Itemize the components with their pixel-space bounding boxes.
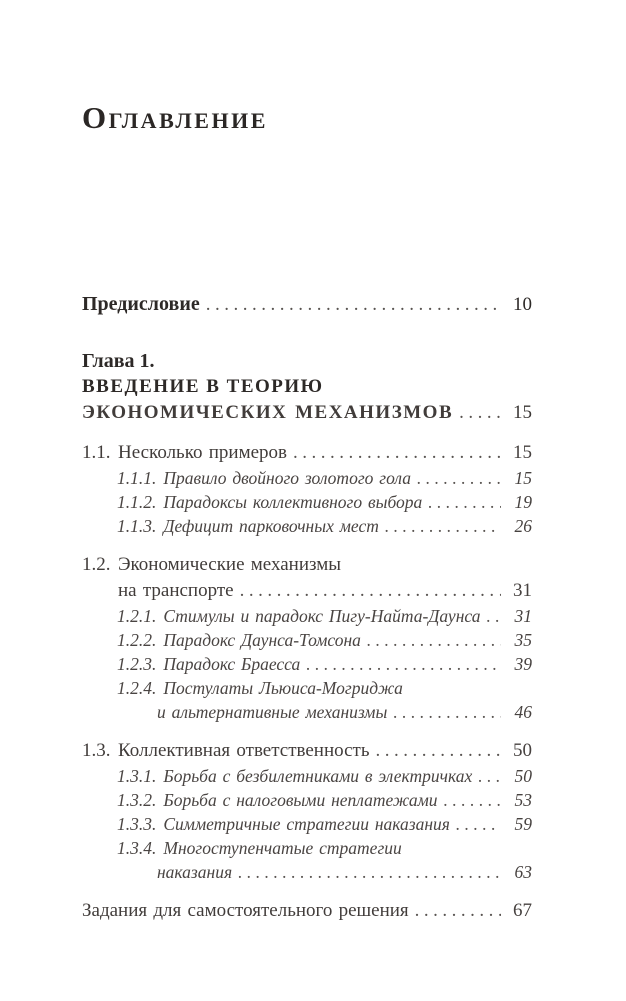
dot-leader: [393, 700, 501, 724]
dot-leader: [240, 578, 501, 604]
entry-number: 1.1.3.: [117, 516, 157, 536]
page-number: 50: [513, 740, 532, 761]
page-number: 31: [514, 606, 532, 626]
page-number: 50: [514, 766, 532, 786]
chapter-title-line-2-row: [82, 400, 532, 426]
entry-label: Несколько примеров: [118, 442, 288, 463]
entry-label: Парадокс Браесса: [163, 654, 301, 674]
page-number: 35: [514, 630, 532, 650]
dot-leader: [415, 898, 501, 924]
entry-number: 1.3.4.: [117, 838, 157, 858]
toc-section-1-1: [82, 440, 532, 538]
toc-entry-1-1-1: [82, 466, 532, 490]
toc-entry-1-1-3: [82, 514, 532, 538]
toc-entry-preface: [82, 291, 532, 318]
toc-entry-1-2-1: [82, 604, 532, 628]
dot-leader: [417, 466, 501, 490]
dot-leader: [238, 860, 501, 884]
entry-number: 1.2.4.: [117, 678, 157, 698]
toc-entry-1-3-2: [82, 788, 532, 812]
entry-number: 1.3.1.: [117, 766, 157, 786]
toc-entry-1-1-2: [82, 490, 532, 514]
dot-leader: [376, 738, 501, 764]
entry-label-line-2: и альтернативные механизмы: [157, 702, 388, 722]
dot-leader: [385, 514, 501, 538]
page-number: 19: [514, 492, 532, 512]
dot-leader: [306, 652, 501, 676]
page-number: 15: [514, 468, 532, 488]
page-number: 31: [513, 580, 532, 601]
entry-label-line-1: Постулаты Льюиса-Могриджа: [163, 678, 403, 698]
entry-label: Симметричные стратегии наказания: [163, 814, 450, 834]
dot-leader: [459, 400, 501, 426]
toc-entry-1-2-3: [82, 652, 532, 676]
toc-chapter-1: [82, 348, 532, 426]
entry-label: Дефицит парковочных мест: [163, 516, 379, 536]
entry-label-line-1: Экономические механизмы: [118, 554, 342, 575]
entry-number: 1.2.2.: [117, 630, 157, 650]
chapter-title-line-2: ЭКОНОМИЧЕСКИХ МЕХАНИЗМОВ: [82, 402, 454, 423]
entry-label: Предисловие: [82, 293, 200, 315]
page-number: 59: [514, 814, 532, 834]
toc-entry-tasks: [82, 898, 532, 924]
entry-label: Парадокс Даунса-Томсона: [163, 630, 361, 650]
entry-number: 1.2.3.: [117, 654, 157, 674]
toc-entry-1-2-line-2: [118, 578, 532, 604]
entry-number: 1.1.: [82, 442, 111, 463]
entry-label: Парадоксы коллективного выбора: [163, 492, 423, 512]
toc-entry-1-1: [82, 440, 532, 466]
page-number: 67: [513, 900, 532, 921]
page-number: 26: [514, 516, 532, 536]
entry-number: 1.1.1.: [117, 468, 157, 488]
dot-leader: [206, 292, 501, 318]
page-number: 53: [514, 790, 532, 810]
dot-leader: [444, 788, 501, 812]
entry-label-line-1: Многоступенчатые стратегии: [163, 838, 402, 858]
page-number: 15: [513, 402, 532, 423]
toc-entry-1-3-4-line-2: [82, 860, 532, 884]
entry-label: Борьба с налоговыми неплатежами: [163, 790, 438, 810]
entry-label: Борьба с безбилетниками в электричках: [163, 766, 473, 786]
page-title: Оглавление: [82, 100, 268, 135]
page-number: 15: [513, 442, 532, 463]
dot-leader: [478, 764, 501, 788]
toc-entry-1-2-4-line-1: [82, 676, 532, 700]
entry-label: Стимулы и парадокс Пигу-Найта-Даунса: [163, 606, 481, 626]
toc-content: [82, 100, 532, 924]
entry-number: 1.3.: [82, 740, 111, 761]
toc-section-1-3: [82, 738, 532, 884]
page-number: 63: [514, 862, 532, 882]
entry-number: 1.2.: [82, 554, 111, 575]
page-number: 46: [514, 702, 532, 722]
entry-number: 1.2.1.: [117, 606, 157, 626]
dot-leader: [486, 604, 501, 628]
dot-leader: [293, 440, 501, 466]
dot-leader: [428, 490, 501, 514]
toc-entry-1-3-1: [82, 764, 532, 788]
page-number: 39: [514, 654, 532, 674]
entry-label: Задания для самостоятельного решения: [82, 900, 409, 921]
entry-number: 1.1.2.: [117, 492, 157, 512]
toc-entry-1-2-2: [82, 628, 532, 652]
entry-number: 1.3.2.: [117, 790, 157, 810]
dot-leader: [456, 812, 501, 836]
toc-entry-1-2-line-1: [82, 552, 532, 578]
chapter-title-line-1: ВВЕДЕНИЕ В ТЕОРИЮ: [82, 376, 324, 397]
toc-section-1-2: [82, 552, 532, 724]
chapter-kicker: Глава 1.: [82, 350, 155, 372]
dot-leader: [367, 628, 501, 652]
toc-entry-1-2-4-line-2: [82, 700, 532, 724]
entry-label-line-2: наказания: [157, 862, 233, 882]
entry-label-line-2: на транспорте: [118, 580, 234, 601]
page-number: 10: [513, 294, 532, 315]
entry-number: 1.3.3.: [117, 814, 157, 834]
toc-entry-1-3-3: [82, 812, 532, 836]
toc-entry-1-3-4-line-1: [82, 836, 532, 860]
entry-label: Правило двойного золотого гола: [163, 468, 412, 488]
entry-label: Коллективная ответственность: [118, 740, 370, 761]
toc-entry-1-3: [82, 738, 532, 764]
